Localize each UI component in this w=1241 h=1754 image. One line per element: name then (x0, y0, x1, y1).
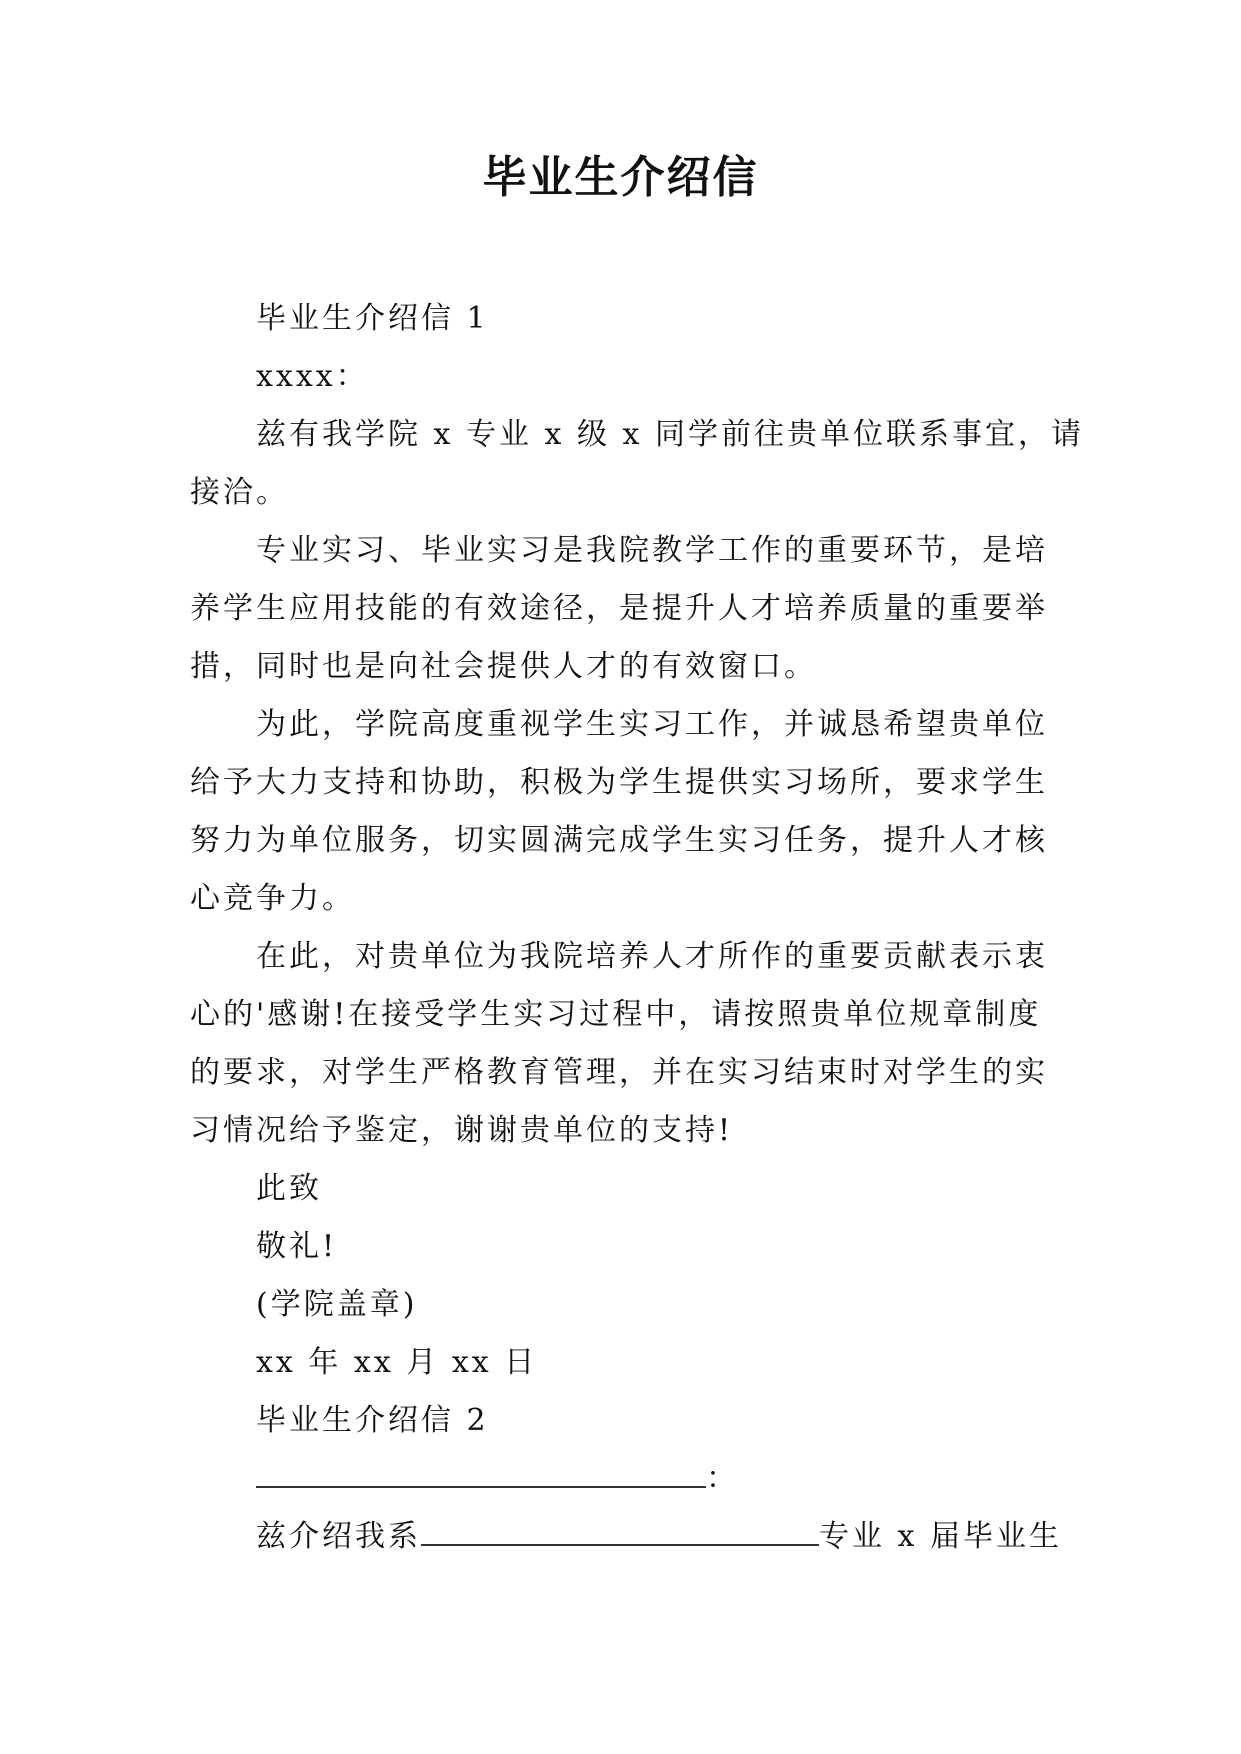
letter2-salutation-colon: ： (706, 1461, 739, 1496)
letter1-paragraph4-line4: 习情况给予鉴定，谢谢贵单位的支持! (190, 1113, 734, 1148)
letter2-heading: 毕业生介绍信 2 (256, 1403, 489, 1438)
letter1-paragraph2-line1: 专业实习、毕业实习是我院教学工作的重要环节，是培 (256, 533, 1048, 568)
letter1-paragraph2-line3: 措，同时也是向社会提供人才的有效窗口。 (190, 649, 817, 684)
letter1-seal-note: (学院盖章) (256, 1287, 418, 1322)
letter1-paragraph3-line2: 给予大力支持和协助，积极为学生提供实习场所，要求学生 (190, 765, 1048, 800)
letter2-paragraph1-suffix: 专业 x 届毕业生 (819, 1519, 1062, 1554)
document-body (190, 290, 1084, 1566)
document-title: 毕业生介绍信 (482, 152, 759, 203)
letter1-paragraph4-line1: 在此，对贵单位为我院培养人才所作的重要贡献表示衷 (256, 939, 1048, 974)
major-blank-line (421, 1512, 819, 1546)
letter1-paragraph2-line2: 养学生应用技能的有效途径，是提升人才培养质量的重要举 (190, 591, 1048, 626)
letter1-paragraph1-line1: 兹有我学院 x 专业 x 级 x 同学前往贵单位联系事宜，请 (256, 417, 1084, 452)
letter1-closing-line1: 此致 (256, 1171, 322, 1206)
letter1-date: xx 年 xx 月 xx 日 (256, 1345, 538, 1380)
letter1-paragraph3-line4: 心竞争力。 (190, 881, 355, 916)
letter1-paragraph1-line2: 接洽。 (190, 475, 289, 510)
letter1-paragraph3-line1: 为此，学院高度重视学生实习工作，并诚恳希望贵单位 (256, 707, 1048, 742)
letter2-paragraph1-line1 (190, 1508, 1060, 1566)
letter1-paragraph4-line2: 心的'感谢!在接受学生实习过程中，请按照贵单位规章制度 (190, 997, 1042, 1032)
letter1-heading: 毕业生介绍信 1 (256, 301, 489, 336)
letter2-salutation (190, 1450, 1060, 1508)
recipient-blank-line (256, 1454, 706, 1488)
letter1-closing-line2: 敬礼! (256, 1229, 338, 1264)
letter1-paragraph4-line3: 的要求，对学生严格教育管理，并在实习结束时对学生的实 (190, 1055, 1048, 1090)
letter2-paragraph1-prefix: 兹介绍我系 (256, 1519, 421, 1554)
letter1-salutation: xxxx： (256, 359, 369, 394)
letter1-paragraph3-line3: 努力为单位服务，切实圆满完成学生实习任务，提升人才核 (190, 823, 1048, 858)
